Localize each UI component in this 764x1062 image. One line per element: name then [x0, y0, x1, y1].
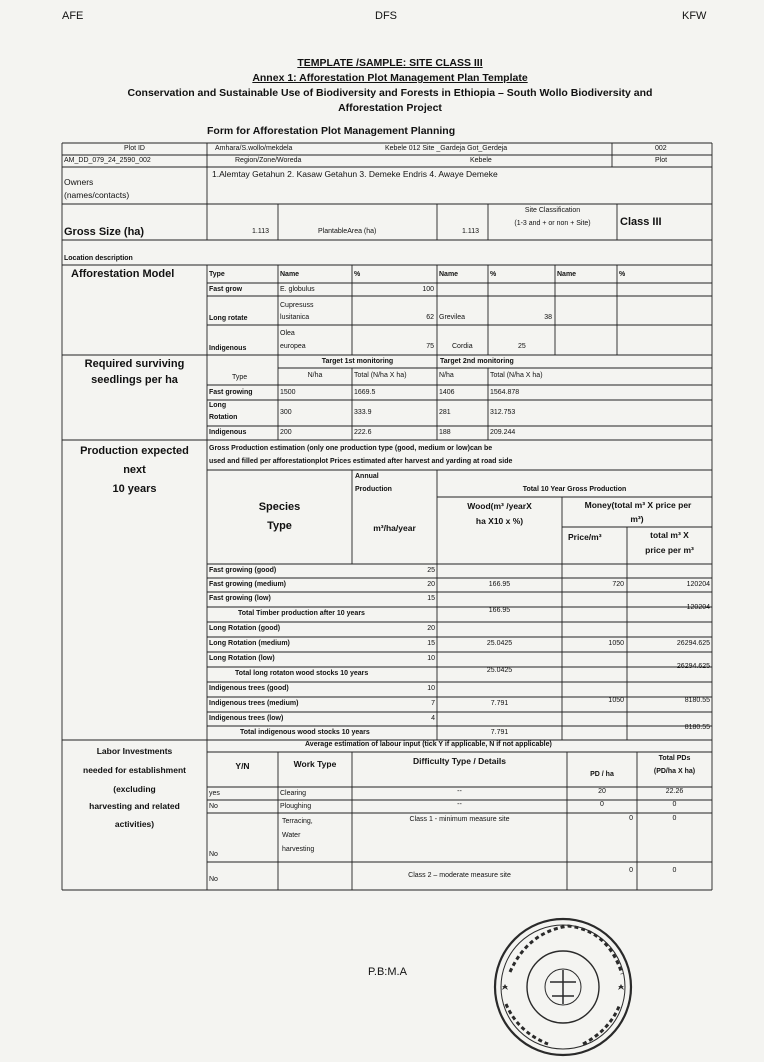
labor-row-total: 0	[672, 815, 677, 822]
production-row-label: Fast growing (low)	[209, 595, 271, 602]
model-row-name: Cupresuss	[280, 302, 314, 309]
model-header-name-2: Name	[439, 271, 459, 278]
money-header-2: m³)	[630, 514, 644, 524]
labor-row-detail: --	[457, 788, 462, 795]
plot-id-value: AM_DD_079_24_2590_002	[64, 157, 151, 164]
target-1st-label: Target 1st monitoring	[321, 358, 394, 365]
site-class-value: Class III	[620, 216, 662, 228]
total-10-year-header: Total 10 Year Gross Production	[522, 486, 627, 493]
production-row-annual: 20	[427, 581, 435, 588]
model-header-pct-1: %	[354, 271, 361, 278]
production-row-wood: 7.791	[490, 700, 509, 707]
production-row-annual: 10	[427, 655, 435, 662]
form-title: Form for Afforestation Plot Management Planning	[207, 125, 456, 137]
production-row-total: 26294.625	[676, 663, 710, 670]
labor-total-pds-header-2: (PD/ha X ha)	[653, 768, 696, 775]
labor-row-total: 22.26	[665, 788, 684, 795]
model-row-type: Indigenous	[209, 345, 247, 352]
project-title-line2: Afforestation Project	[338, 102, 442, 114]
labor-work-type-header: Work Type	[293, 759, 337, 769]
labor-pd-ha-header: PD / ha	[590, 771, 614, 778]
annual-header-1: Annual	[355, 473, 379, 480]
labor-row-detail: Class 2 – moderate measure site	[408, 872, 511, 879]
header-kfw: KFW	[682, 10, 707, 22]
surviving-row-t1: 1669.5	[354, 389, 376, 396]
owners-value: 1.Alemtay Getahun 2. Kasaw Getahun 3. Demeke Endris 4. Awaye Demeke	[212, 169, 498, 179]
production-total-label: Total indigenous wood stocks 10 years	[240, 729, 370, 736]
production-row-label: Long Rotation (low)	[209, 655, 275, 662]
production-row-wood: 166.95	[488, 607, 511, 614]
labor-label-5: activities)	[114, 819, 155, 829]
labor-row-yn: No	[209, 876, 218, 883]
model-header-pct-3: %	[619, 271, 626, 278]
production-row-annual: 4	[431, 715, 435, 722]
production-label-3: 10 years	[112, 483, 157, 495]
production-row-annual: 20	[427, 625, 435, 632]
production-row-price: 720	[612, 581, 624, 588]
wood-header-1: Wood(m³ /yearX	[467, 501, 532, 511]
site-class-label-2: (1-3 and + or non + Site)	[514, 220, 591, 227]
labor-row-work: Water	[282, 832, 301, 839]
model-row-name-2: Grevilea	[439, 314, 466, 321]
production-total-label: Total Timber production after 10 years	[238, 610, 365, 617]
price-header: Price/m³	[568, 532, 602, 542]
surviving-row-type: Rotation	[209, 414, 238, 421]
species-header-1: Species	[258, 501, 301, 513]
production-row-label: Long Rotation (medium)	[209, 640, 290, 647]
annual-unit: m³/ha/year	[373, 523, 416, 533]
plantable-area-value: 1.113	[462, 228, 479, 235]
footer-initials: P.B:M.A	[368, 966, 407, 978]
labor-row-total: 0	[672, 867, 677, 874]
labor-label-1: Labor Investments	[96, 746, 173, 756]
production-row-label: Long Rotation (good)	[209, 625, 281, 632]
surviving-nha-1: N/ha	[307, 372, 323, 379]
annex-title: Annex 1: Afforestation Plot Management Plan Template	[252, 72, 528, 84]
labor-difficulty-header: Difficulty Type / Details	[413, 756, 506, 766]
labor-label-3: (excluding	[113, 784, 156, 794]
labor-row-pd: 0	[629, 815, 633, 822]
model-row-type: Fast grow	[209, 286, 243, 293]
surviving-row-type: Indigenous	[209, 429, 247, 436]
plot-id-label: Plot ID	[123, 145, 145, 152]
production-row-total: 8180.55	[684, 697, 710, 704]
labor-yn-header: Y/N	[235, 761, 250, 771]
labor-row-yn: No	[209, 851, 218, 858]
model-row-name: E. globulus	[280, 286, 315, 293]
surviving-row-t2: 1564.878	[490, 389, 520, 396]
official-stamp-icon	[488, 912, 638, 1062]
labor-row-yn: yes	[209, 790, 220, 797]
labor-row-total: 0	[672, 801, 677, 808]
production-row-label: Fast growing (good)	[209, 567, 277, 574]
production-row-wood: 25.0425	[486, 640, 513, 647]
production-row-label: Indigenous trees (low)	[209, 715, 284, 722]
labor-row-pd: 20	[598, 788, 606, 795]
model-row-pct-2: 38	[544, 314, 552, 321]
production-row-label: Fast growing (medium)	[209, 581, 286, 588]
afforestation-model-label: Afforestation Model	[71, 268, 175, 280]
labor-row-yn: No	[209, 803, 218, 810]
surviving-type-header: Type	[232, 374, 248, 381]
model-header-name-1: Name	[280, 271, 300, 278]
surviving-row-n1: 1500	[280, 389, 296, 396]
surviving-total-1: Total (N/ha X ha)	[354, 372, 407, 379]
wood-header-2: ha X10 x %)	[475, 516, 524, 526]
gross-size-value: 1.113	[252, 228, 269, 235]
site-class-label-1: Site Classification	[524, 207, 581, 214]
surviving-row-n2: 188	[439, 429, 451, 436]
production-row-wood: 166.95	[488, 581, 511, 588]
model-row-pct-2: 25	[518, 343, 526, 350]
model-row-pct: 75	[426, 343, 434, 350]
labor-row-work: Terracing,	[282, 818, 313, 825]
labor-row-pd: 0	[600, 801, 604, 808]
project-title-line1: Conservation and Sustainable Use of Biodiversity and Forests in Ethiopia – South Wollo Biodiversity and	[127, 87, 653, 99]
surviving-row-n1: 200	[280, 429, 292, 436]
labor-row-work: harvesting	[282, 846, 315, 853]
labor-total-pds-header-1: Total PDs	[658, 755, 691, 762]
production-row-annual: 10	[427, 685, 435, 692]
production-row-total: 26294.625	[676, 640, 710, 647]
surviving-label-2: seedlings per ha	[91, 374, 178, 386]
model-row-type: Long rotate	[209, 315, 248, 322]
template-title: TEMPLATE /SAMPLE: SITE CLASS III	[297, 57, 483, 69]
labor-row-detail: Class 1 - minimum measure site	[409, 816, 510, 823]
surviving-row-n2: 281	[439, 409, 451, 416]
annual-header-2: Production	[355, 486, 392, 493]
model-header-name-3: Name	[557, 271, 577, 278]
production-row-annual: 15	[427, 640, 435, 647]
production-total-label: Total long rotaton wood stocks 10 years	[235, 670, 369, 677]
model-row-name-2: Cordia	[452, 343, 473, 350]
production-row-price: 1050	[608, 640, 624, 647]
surviving-row-t1: 222.6	[354, 429, 372, 436]
surviving-label-1: Required surviving	[84, 358, 185, 370]
production-note-2: used and filled per afforestationplot Prices estimated after harvest and yarding at road side	[209, 458, 513, 465]
production-row-total: 120204	[686, 604, 710, 611]
surviving-row-type: Fast growing	[209, 389, 253, 396]
production-row-annual: 15	[427, 595, 435, 602]
species-header-2: Type	[267, 520, 292, 532]
location-description-label: Location description	[64, 255, 133, 262]
production-label-2: next	[123, 464, 146, 476]
plot-kebele-site: Kebele 012 Site _Gardeja Got_Gerdeja	[385, 145, 508, 152]
production-row-price: 1050	[608, 697, 624, 704]
production-row-total: 8180.55	[684, 724, 710, 731]
surviving-row-type: Long	[209, 402, 227, 409]
surviving-nha-2: N/ha	[439, 372, 454, 379]
labor-row-work: Clearing	[280, 790, 307, 797]
model-row-name: lusitanica	[280, 314, 310, 321]
model-row-name: Olea	[280, 330, 295, 337]
labor-label-4: harvesting and related	[89, 801, 180, 811]
production-label-1: Production expected	[80, 445, 189, 457]
total-price-header-2: price per m³	[645, 545, 694, 555]
production-row-annual: 7	[431, 700, 435, 707]
plantable-area-label: PlantableArea (ha)	[318, 228, 377, 235]
surviving-total-2: Total (N/ha X ha)	[490, 372, 543, 379]
production-note-1: Gross Production estimation (only one production type (good, medium or low)can be	[209, 445, 493, 452]
production-row-wood: 7.791	[490, 729, 509, 736]
labor-row-pd: 0	[629, 867, 633, 874]
production-row-label: Indigenous trees (good)	[209, 685, 289, 692]
labor-average-note: Average estimation of labour input (tick Y if applicable, N if not applicable)	[305, 741, 552, 748]
gross-size-label: Gross Size (ha)	[64, 226, 145, 238]
model-header-pct-2: %	[490, 271, 497, 278]
model-row-pct: 100	[422, 286, 434, 293]
surviving-row-n1: 300	[280, 409, 292, 416]
production-row-total: 120204	[686, 581, 710, 588]
surviving-row-t1: 333.9	[354, 409, 372, 416]
production-row-wood: 25.0425	[486, 667, 513, 674]
labor-label-2: needed for establishment	[83, 765, 186, 775]
plot-number: 002	[655, 145, 667, 152]
header-dfs: DFS	[375, 10, 397, 22]
labor-row-work: Ploughing	[280, 803, 312, 810]
surviving-row-n2: 1406	[439, 389, 455, 396]
surviving-row-t2: 209.244	[490, 429, 516, 436]
owners-label-2: (names/contacts)	[64, 190, 130, 200]
total-price-header-1: total m³ X	[650, 530, 689, 540]
region-zone-label: Region/Zone/Woreda	[235, 157, 302, 164]
model-header-type: Type	[209, 271, 225, 278]
header-afe: AFE	[62, 10, 84, 22]
plot-location: Amhara/S.wollo/mekdela	[215, 145, 293, 152]
production-row-annual: 25	[427, 567, 435, 574]
model-row-pct: 62	[426, 314, 434, 321]
kebele-label: Kebele	[470, 157, 492, 164]
money-header-1: Money(total m³ X price per	[584, 500, 692, 510]
plot-label: Plot	[655, 157, 668, 164]
production-row-label: Indigenous trees (medium)	[209, 700, 299, 707]
surviving-row-t2: 312.753	[490, 409, 516, 416]
owners-label-1: Owners	[64, 177, 94, 187]
labor-row-detail: --	[457, 801, 462, 808]
model-row-name: europea	[280, 343, 306, 350]
target-2nd-label: Target 2nd monitoring	[440, 358, 514, 365]
